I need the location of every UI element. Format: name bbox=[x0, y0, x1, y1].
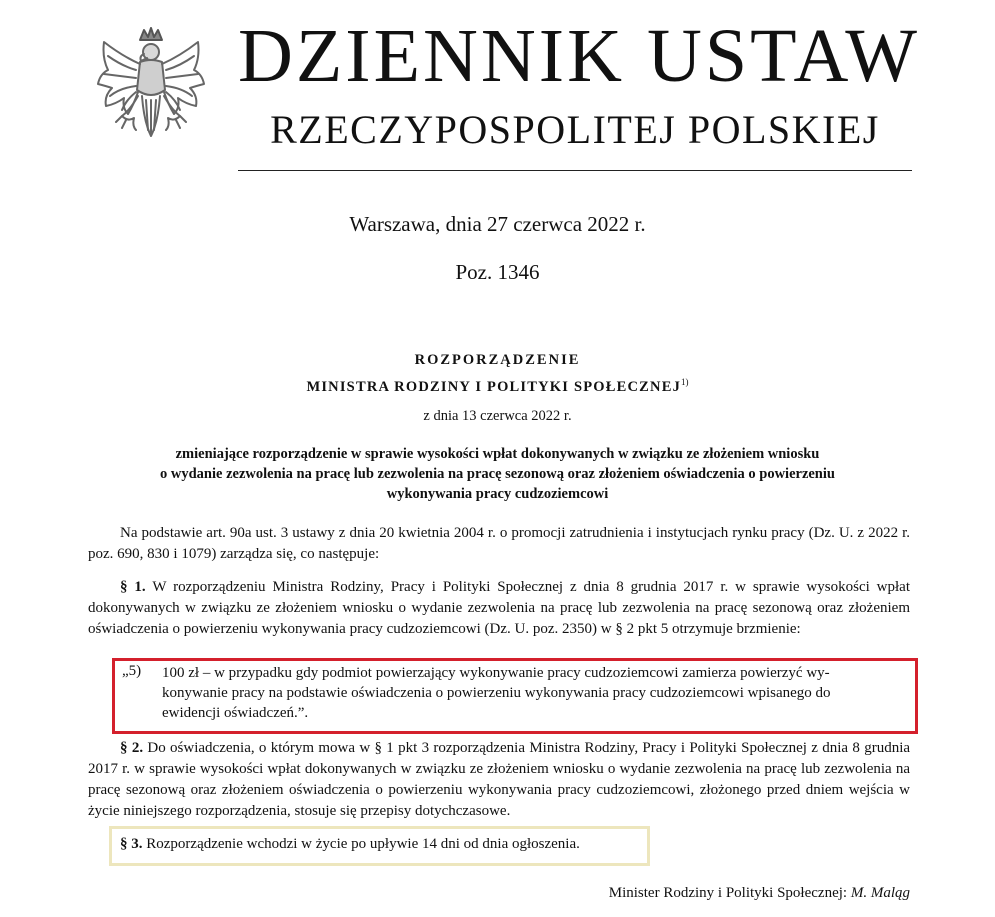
masthead-title: DZIENNIK USTAW bbox=[238, 14, 921, 98]
masthead-divider bbox=[238, 170, 912, 171]
quote-text bbox=[162, 663, 908, 723]
signature bbox=[609, 885, 910, 902]
act-subject-line: wykonywania pracy cudzoziemcowi bbox=[386, 486, 609, 502]
masthead-subtitle: RZECZYPOSPOLITEJ POLSKIEJ bbox=[270, 107, 880, 152]
signature-name: M. Maląg bbox=[850, 885, 910, 901]
section-3-label: § 3. bbox=[120, 836, 143, 852]
masthead bbox=[238, 14, 921, 154]
quote-line: konywanie pracy na podstawie oświadczenia o powierzeniu wykonywania pracy cudzoziemcowi wpisanego do bbox=[162, 685, 831, 701]
footnote-ref[interactable]: 1) bbox=[681, 377, 689, 387]
act-date: z dnia 13 czerwca 2022 r. bbox=[423, 408, 572, 424]
polish-eagle-emblem bbox=[92, 26, 210, 154]
section-3-paragraph bbox=[120, 834, 580, 854]
quote-item-number: „5) bbox=[122, 663, 142, 679]
section-1-paragraph bbox=[88, 577, 910, 640]
act-issuer-text: MINISTRA RODZINY I POLITYKI SPOŁECZNEJ bbox=[306, 378, 682, 395]
quote-line: 100 zł – w przypadku gdy podmiot powierzający wykonywanie pracy cudzoziemcowi zamierza powierzyć wy- bbox=[162, 665, 830, 681]
section-2-label: § 2. bbox=[120, 740, 144, 756]
signature-role: Minister Rodziny i Polityki Społecznej: bbox=[608, 885, 848, 901]
section-1-text: W rozporządzeniu Ministra Rodziny, Pracy i Polityki Społecznej z dnia 8 grudnia 2017 r. w sprawie wysokości wpłat dokonywanych w związku ze złożeniem wniosku o wydanie zezwolenia na pracę lub zezwolenia na pracę sezonową oraz złożeniem oświadczenia o powierzeniu wykonywania pracy cudzoziemcowi (Dz. U. poz. 2350) w § 2 pkt 5 otrzymuje brzmienie: bbox=[88, 579, 911, 637]
act-subject-line: zmieniające rozporządzenie w sprawie wysokości wpłat dokonywanych w związku ze złożeniem wniosku bbox=[175, 446, 820, 462]
act-type: ROZPORZĄDZENIE bbox=[414, 352, 581, 368]
section-1-label: § 1. bbox=[120, 579, 146, 595]
legal-basis-paragraph: Na podstawie art. 90a ust. 3 ustawy z dnia 20 kwietnia 2004 r. o promocji zatrudnienia i instytucjach rynku pracy (Dz. U. z 2022 r. poz. 690, 830 i 1079) zarządza się, co następuje: bbox=[88, 525, 910, 562]
section-3-text: Rozporządzenie wchodzi w życie po upływie 14 dni od dnia ogłoszenia. bbox=[146, 836, 580, 852]
position-number: Poz. 1346 bbox=[455, 260, 540, 284]
section-2-paragraph bbox=[88, 738, 910, 822]
section-2-text: Do oświadczenia, o którym mowa w § 1 pkt 3 rozporządzenia Ministra Rodziny, Pracy i Polityki Społecznej z dnia 8 grudnia 2017 r. w sprawie wysokości wpłat dokonywanych w związku ze złożeniem wniosku o wydanie zezwolenia na pracę lub zezwolenia na pracę sezonową oraz złożeniem oświadczenia o powierzeniu wykonywania pracy cudzoziemcowi, złożonego przed dniem wejścia w życie niniejszego rozporządzenia, stosuje się przepisy dotychczasowe. bbox=[88, 740, 911, 819]
quote-line: ewidencji oświadczeń.”. bbox=[162, 705, 309, 721]
act-issuer bbox=[0, 377, 995, 396]
publication-date: Warszawa, dnia 27 czerwca 2022 r. bbox=[349, 212, 646, 236]
act-subject-line: o wydanie zezwolenia na pracę lub zezwolenia na pracę sezonową oraz złożeniem oświadczenia o powierzeniu bbox=[160, 466, 835, 482]
act-subject bbox=[90, 444, 905, 504]
